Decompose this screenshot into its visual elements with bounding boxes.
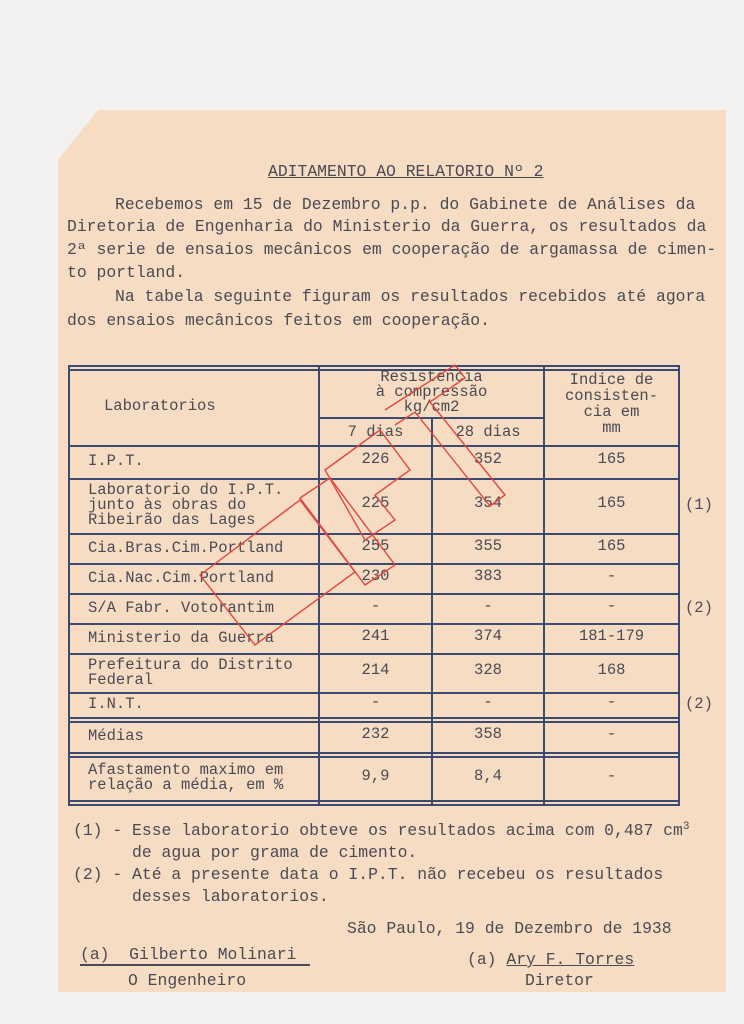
row-note: (2) xyxy=(685,695,713,713)
lab-name: Afastamento maximo em xyxy=(88,761,284,779)
header-indice: mm xyxy=(602,419,621,437)
paragraph2-line: dos ensaios mecânicos feitos em cooperação. xyxy=(67,311,490,330)
header-28-dias: 28 dias xyxy=(455,423,521,441)
paragraph1-line: 2ª serie de ensaios mecânicos em cooperação de argamassa de cimen- xyxy=(67,240,717,259)
header-indice: Indice de xyxy=(569,371,654,389)
cell-d7: 225 xyxy=(361,494,390,512)
cell-idx: - xyxy=(606,566,617,585)
signature-right xyxy=(467,951,634,969)
paragraph1-line: Diretoria de Engenharia do Ministerio da Guerra, os resultados da xyxy=(67,217,707,236)
cell-d7: 230 xyxy=(361,566,390,585)
footnote-2: (2) - Até a presente data o I.P.T. não recebeu os resultados xyxy=(73,865,664,884)
lab-name: Médias xyxy=(88,727,144,745)
lab-name: Laboratorio do I.P.T. xyxy=(88,481,284,499)
footnote-1 xyxy=(73,822,689,840)
cell-d7: 226 xyxy=(361,450,390,468)
header-laboratorios: Laboratorios xyxy=(104,397,216,415)
cell-d7: 241 xyxy=(361,626,390,645)
lab-name: Cia.Nac.Cim.Portland xyxy=(88,568,275,587)
cell-d7: 214 xyxy=(361,661,390,679)
signature-right-role: Diretor xyxy=(525,971,594,990)
cell-d28: 328 xyxy=(474,661,502,679)
place-date: São Paulo, 19 de Dezembro de 1938 xyxy=(347,919,672,938)
document-title: ADITAMENTO AO RELATORIO Nº 2 xyxy=(268,162,544,181)
footnote-2-cont: desses laboratorios. xyxy=(73,887,329,906)
cell-idx: 165 xyxy=(597,450,626,468)
header-resistencia: Resistencia xyxy=(380,368,483,386)
lab-name: Cia.Bras.Cim.Portland xyxy=(88,538,284,557)
row-note: (1) xyxy=(685,496,713,514)
signature-left-role: O Engenheiro xyxy=(128,971,247,990)
cell-idx: - xyxy=(606,766,617,785)
cell-idx: - xyxy=(606,596,617,615)
cell-d28: 374 xyxy=(474,626,502,645)
lab-name: Ministerio da Guerra xyxy=(88,628,275,647)
header-indice: cia em xyxy=(583,403,640,421)
cell-d28: 383 xyxy=(474,566,502,585)
cell-idx: 181-179 xyxy=(578,626,645,645)
lab-name: junto às obras do xyxy=(88,496,247,514)
cell-d28: 352 xyxy=(474,450,502,468)
lab-name: Ribeirão das Lages xyxy=(88,511,256,529)
results-table xyxy=(68,365,713,805)
lab-name: I.P.T. xyxy=(88,452,144,470)
header-resistencia: à compressão xyxy=(375,383,488,401)
header-indice: consisten- xyxy=(564,387,658,405)
cell-d28: - xyxy=(483,693,493,711)
cell-d28: 358 xyxy=(474,725,502,743)
paragraph1-line: to portland. xyxy=(67,263,186,282)
cell-d28: 354 xyxy=(474,494,502,512)
cell-d7: 9,9 xyxy=(361,766,390,785)
superscript-3: 3 xyxy=(682,821,690,833)
cell-d7: - xyxy=(370,693,381,711)
cell-idx: 165 xyxy=(597,536,626,555)
lab-name: S/A Fabr. Votorantim xyxy=(88,598,275,617)
footnote-1-cont: de agua por grama de cimento. xyxy=(73,843,418,862)
signature-right-name: Ary F. Torres xyxy=(506,950,635,969)
cell-d7: 232 xyxy=(361,725,390,743)
lab-name: I.N.T. xyxy=(88,695,144,713)
signature-right-prefix: (a) xyxy=(467,950,507,969)
cell-d28: - xyxy=(483,596,493,615)
header-7-dias: 7 dias xyxy=(347,423,404,441)
paragraph2-line: Na tabela seguinte figuram os resultados recebidos até agora xyxy=(115,287,706,306)
lab-name: Federal xyxy=(88,670,154,689)
cell-d7: 255 xyxy=(361,536,390,555)
cell-idx: - xyxy=(606,725,617,743)
cell-idx: - xyxy=(606,693,617,711)
cell-idx: 168 xyxy=(597,661,626,679)
cell-d7: - xyxy=(370,596,381,615)
lab-name: Prefeitura do Distrito xyxy=(88,655,293,674)
paragraph1-line: Recebemos em 15 de Dezembro p.p. do Gabinete de Análises da xyxy=(115,195,696,214)
cell-d28: 8,4 xyxy=(474,766,502,785)
cell-d28: 355 xyxy=(474,536,502,555)
cell-idx: 165 xyxy=(597,494,626,512)
footnote-1-text: (1) - Esse laboratorio obteve os resultados acima com 0,487 cm xyxy=(73,821,683,840)
header-resistencia: kg/cm2 xyxy=(403,398,460,416)
row-note: (2) xyxy=(685,598,713,617)
lab-name: relação a média, em % xyxy=(88,776,284,794)
signature-left-name: (a) Gilberto Molinari xyxy=(80,946,310,966)
